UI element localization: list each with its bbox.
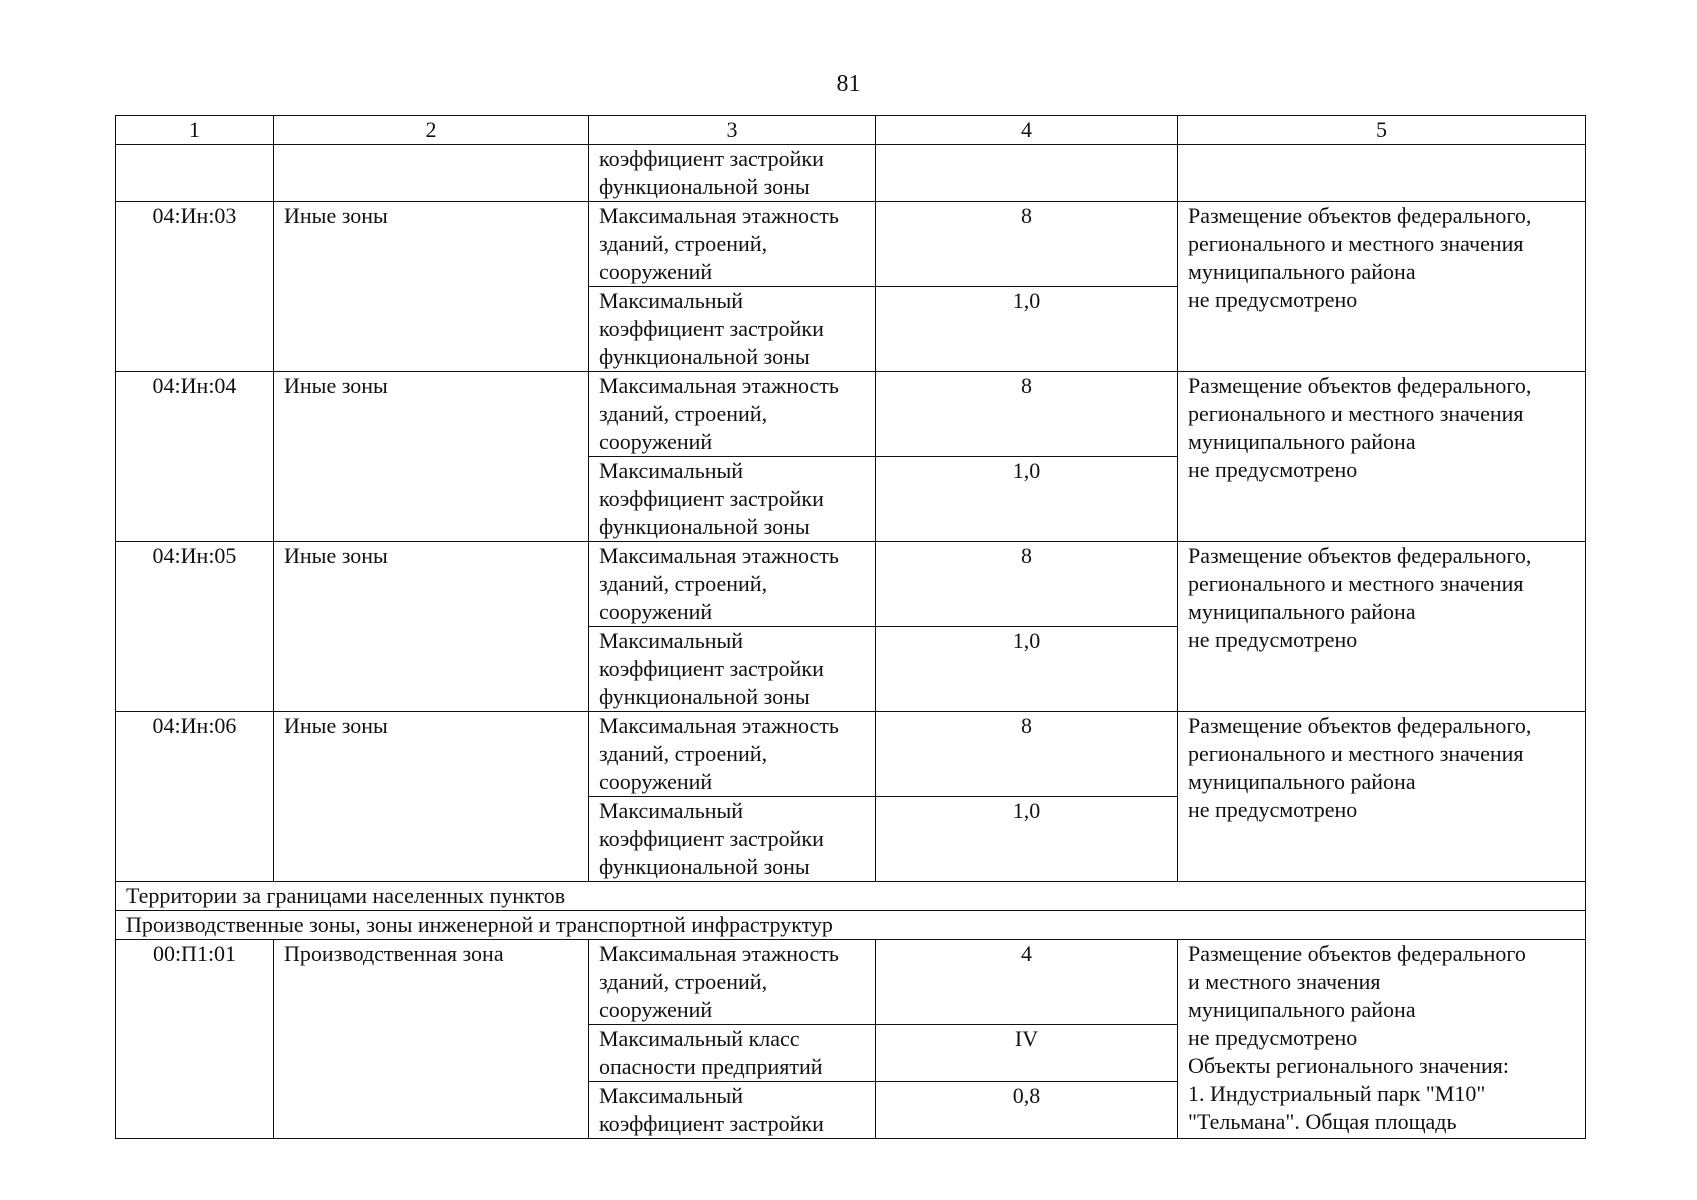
param-line: функциональной зоны	[599, 344, 810, 369]
continuation-row	[116, 145, 1586, 202]
param-line: опасности предприятий	[599, 1054, 823, 1079]
param-line: Максимальная этажность	[599, 941, 839, 966]
section-title: Территории за границами населенных пунктов	[116, 882, 1586, 911]
note-line: "Тельмана". Общая площадь	[1188, 1109, 1457, 1134]
param-line: зданий, строений,	[599, 231, 768, 256]
zone-name: Производственная зона	[274, 940, 589, 1139]
zone-row	[116, 542, 1586, 627]
zone-code: 04:Ин:06	[116, 712, 274, 882]
name-cell	[274, 145, 589, 202]
note-line: муниципального района	[1188, 769, 1416, 794]
param-line: Максимальный	[599, 288, 744, 313]
param-line: Максимальный	[599, 628, 744, 653]
header-row	[116, 116, 1586, 145]
param-line: функциональной зоны	[599, 174, 810, 199]
header-cell: 1	[116, 116, 274, 145]
note-line: муниципального района	[1188, 997, 1416, 1022]
param-line: зданий, строений,	[599, 969, 768, 994]
note-line: регионального и местного значения	[1188, 401, 1524, 426]
note-cell	[1178, 202, 1586, 372]
note-cell	[1178, 542, 1586, 712]
page-number: 81	[836, 71, 861, 97]
note-line: Размещение объектов федерального,	[1188, 713, 1532, 738]
header-cell: 3	[589, 116, 876, 145]
note-line: регионального и местного значения	[1188, 571, 1524, 596]
note-line: не предусмотрено	[1188, 287, 1358, 312]
zone-row	[116, 940, 1586, 1025]
param-line: коэффициент застройки	[599, 656, 824, 681]
note-line: муниципального района	[1188, 259, 1416, 284]
zone-row	[116, 372, 1586, 457]
param-line: сооружений	[599, 599, 713, 624]
note-line: не предусмотрено	[1188, 1025, 1358, 1050]
param-cell	[589, 1082, 876, 1139]
note-line: и местного значения	[1188, 969, 1381, 994]
zone-code: 04:Ин:05	[116, 542, 274, 712]
zone-name: Иные зоны	[274, 372, 589, 542]
value-cell: 8	[876, 542, 1178, 627]
param-line: Максимальный класс	[599, 1026, 800, 1051]
value-cell: 1,0	[876, 627, 1178, 712]
note-line: Размещение объектов федерального,	[1188, 203, 1532, 228]
note-cell	[1178, 940, 1586, 1139]
param-line: функциональной зоны	[599, 514, 810, 539]
param-line: зданий, строений,	[599, 741, 768, 766]
note-line: Размещение объектов федерального,	[1188, 543, 1532, 568]
zone-name: Иные зоны	[274, 712, 589, 882]
zone-code: 04:Ин:03	[116, 202, 274, 372]
param-cell	[589, 712, 876, 797]
value-cell: 1,0	[876, 287, 1178, 372]
param-line: функциональной зоны	[599, 684, 810, 709]
header-cell: 2	[274, 116, 589, 145]
value-cell: 8	[876, 202, 1178, 287]
value-cell: IV	[876, 1025, 1178, 1082]
note-line: муниципального района	[1188, 429, 1416, 454]
section-row	[116, 882, 1586, 911]
param-cell	[589, 1025, 876, 1082]
param-cell	[589, 797, 876, 882]
param-cell	[589, 145, 876, 202]
note-line: Размещение объектов федерального,	[1188, 373, 1532, 398]
section-title: Производственные зоны, зоны инженерной и транспортной инфраструктур	[116, 911, 1586, 940]
zone-name: Иные зоны	[274, 542, 589, 712]
param-line: зданий, строений,	[599, 401, 768, 426]
param-cell	[589, 457, 876, 542]
value-cell	[876, 145, 1178, 202]
zone-row	[116, 712, 1586, 797]
value-cell: 1,0	[876, 457, 1178, 542]
param-line: Максимальная этажность	[599, 713, 839, 738]
note-line: муниципального района	[1188, 599, 1416, 624]
note-line: Размещение объектов федерального	[1188, 941, 1526, 966]
zone-code: 04:Ин:04	[116, 372, 274, 542]
note-line: регионального и местного значения	[1188, 231, 1524, 256]
value-cell: 8	[876, 712, 1178, 797]
param-line: сооружений	[599, 259, 713, 284]
value-cell: 0,8	[876, 1082, 1178, 1139]
zone-row	[116, 202, 1586, 287]
param-line: сооружений	[599, 997, 713, 1022]
value-cell: 1,0	[876, 797, 1178, 882]
param-cell	[589, 202, 876, 287]
param-line: Максимальный	[599, 458, 744, 483]
zones-table	[115, 115, 1586, 1139]
note-cell	[1178, 145, 1586, 202]
param-line: Максимальная этажность	[599, 373, 839, 398]
param-line: Максимальный	[599, 798, 744, 823]
note-line: не предусмотрено	[1188, 627, 1358, 652]
param-line: сооружений	[599, 429, 713, 454]
note-line: не предусмотрено	[1188, 797, 1358, 822]
value-cell: 4	[876, 940, 1178, 1025]
param-line: сооружений	[599, 769, 713, 794]
param-cell	[589, 372, 876, 457]
param-line: Максимальный	[599, 1083, 744, 1108]
note-line: Объекты регионального значения:	[1188, 1053, 1509, 1078]
param-line: коэффициент застройки	[599, 826, 824, 851]
note-line: 1. Индустриальный парк "М10"	[1188, 1081, 1486, 1106]
param-line: коэффициент застройки	[599, 486, 824, 511]
param-line: функциональной зоны	[599, 854, 810, 879]
param-line: зданий, строений,	[599, 571, 768, 596]
section-row	[116, 911, 1586, 940]
param-line: коэффициент застройки	[599, 316, 824, 341]
header-cell: 5	[1178, 116, 1586, 145]
header-cell: 4	[876, 116, 1178, 145]
note-cell	[1178, 712, 1586, 882]
code-cell	[116, 145, 274, 202]
param-cell	[589, 287, 876, 372]
param-cell	[589, 542, 876, 627]
param-line: коэффициент застройки	[599, 1111, 824, 1136]
note-line: не предусмотрено	[1188, 457, 1358, 482]
value-cell: 8	[876, 372, 1178, 457]
param-cell	[589, 940, 876, 1025]
param-cell	[589, 627, 876, 712]
param-line: Максимальная этажность	[599, 203, 839, 228]
param-line: Максимальная этажность	[599, 543, 839, 568]
note-cell	[1178, 372, 1586, 542]
zone-code: 00:П1:01	[116, 940, 274, 1139]
param-line: коэффициент застройки	[599, 146, 824, 171]
note-line: регионального и местного значения	[1188, 741, 1524, 766]
zone-name: Иные зоны	[274, 202, 589, 372]
